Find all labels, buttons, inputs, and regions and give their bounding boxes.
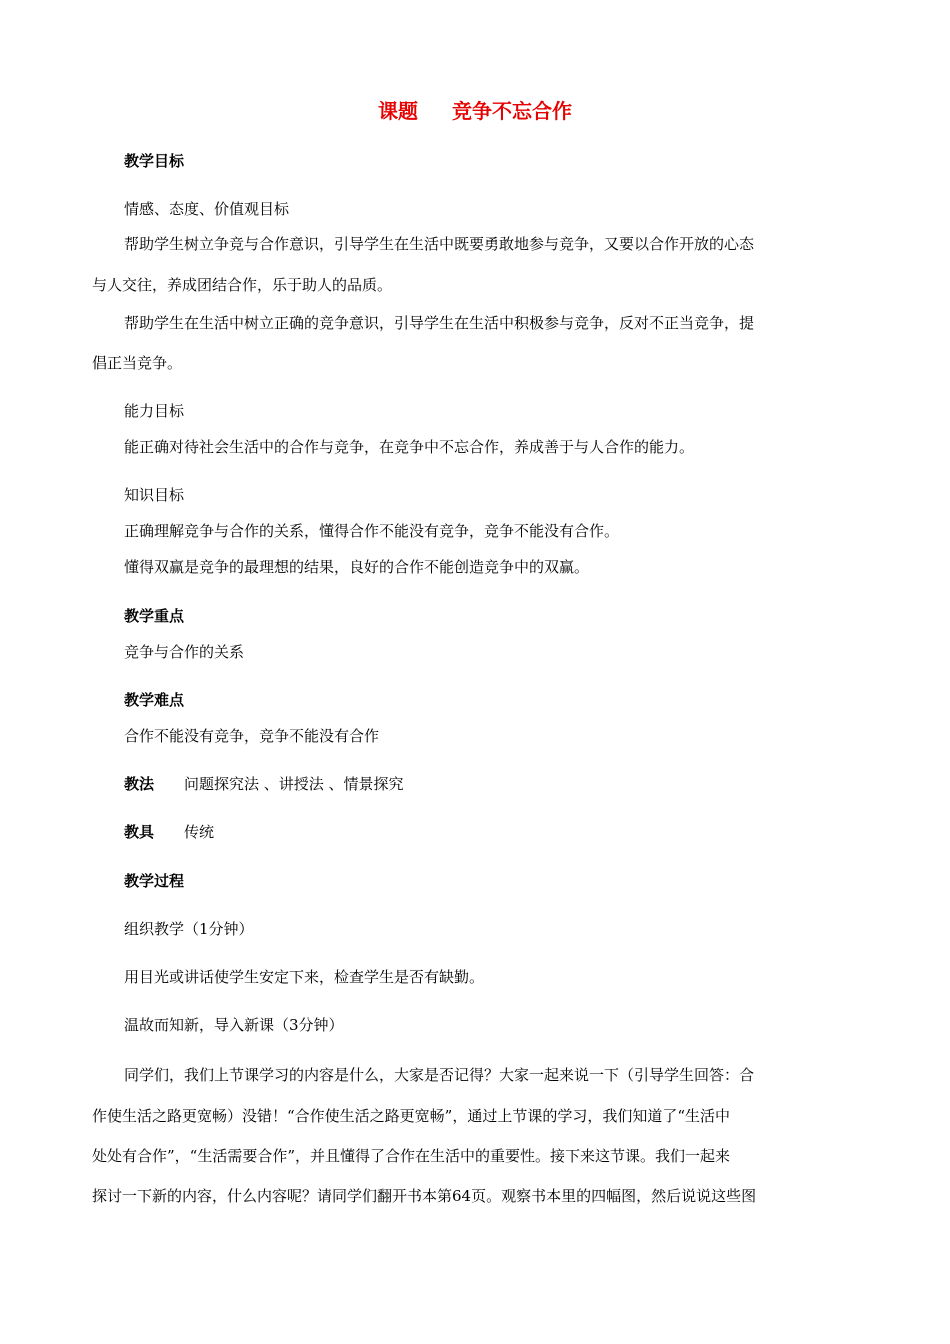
review-line-2: 作使生活之路更宽畅）没错！“合作使生活之路更宽畅”，通过上节课的学习，我们知道了“生活中: [92, 1107, 731, 1125]
key-text: 竞争与合作的关系: [124, 643, 245, 661]
ability-heading: 能力目标: [124, 402, 185, 420]
process-heading: 教学过程: [124, 872, 185, 890]
knowledge-line-1: 正确理解竞争与合作的关系，懂得合作不能没有竞争，竞争不能没有合作。: [124, 522, 620, 540]
difficulty-heading: 教学难点: [124, 691, 185, 709]
objectives-heading: 教学目标: [124, 152, 185, 170]
review-line-3: 处处有合作”，“生活需要合作”，并且懂得了合作在生活中的重要性。接下来这节课。我们一起来: [92, 1147, 731, 1165]
method-row: [124, 773, 404, 795]
title-lead: 课题: [378, 99, 418, 123]
emotional-paragraph-2-line-2: 倡正当竞争。: [92, 354, 183, 372]
ability-text: 能正确对待社会生活中的合作与竞争，在竞争中不忘合作，养成善于与人合作的能力。: [124, 438, 695, 456]
method-text: 问题探究法 、讲授法 、情景探究: [184, 775, 404, 793]
review-heading: 温故而知新，导入新课（3分钟）: [124, 1016, 344, 1034]
organize-text: 用目光或讲话使学生安定下来，检查学生是否有缺勤。: [124, 968, 485, 986]
review-line-1: 同学们，我们上节课学习的内容是什么，大家是否记得？大家一起来说一下（引导学生回答：合: [124, 1066, 755, 1084]
review-line-4: 探讨一下新的内容，什么内容呢？请同学们翻开书本第64页。观察书本里的四幅图，然后说说这些图: [92, 1187, 757, 1205]
key-heading: 教学重点: [124, 607, 185, 625]
method-label: 教法: [124, 775, 155, 793]
tools-row: [124, 821, 214, 843]
emotional-paragraph-1-line-2: 与人交往，养成团结合作，乐于助人的品质。: [92, 276, 393, 294]
tools-label: 教具: [124, 823, 155, 841]
organize-heading: 组织教学（1分钟）: [124, 920, 254, 938]
knowledge-line-2: 懂得双赢是竞争的最理想的结果，良好的合作不能创造竞争中的双赢。: [124, 558, 590, 576]
emotional-paragraph-2-line-1: 帮助学生在生活中树立正确的竞争意识，引导学生在生活中积极参与竞争，反对不正当竞争，提: [124, 314, 755, 332]
lesson-title: [0, 96, 950, 126]
emotional-heading: 情感、态度、价值观目标: [124, 200, 290, 218]
emotional-paragraph-1-line-1: 帮助学生树立争竞与合作意识，引导学生在生活中既要勇敢地参与竞争，又要以合作开放的心态: [124, 235, 755, 253]
tools-text: 传统: [184, 823, 215, 841]
knowledge-heading: 知识目标: [124, 486, 185, 504]
title-name: 竞争不忘合作: [452, 99, 572, 123]
difficulty-text: 合作不能没有竞争，竞争不能没有合作: [124, 727, 380, 745]
